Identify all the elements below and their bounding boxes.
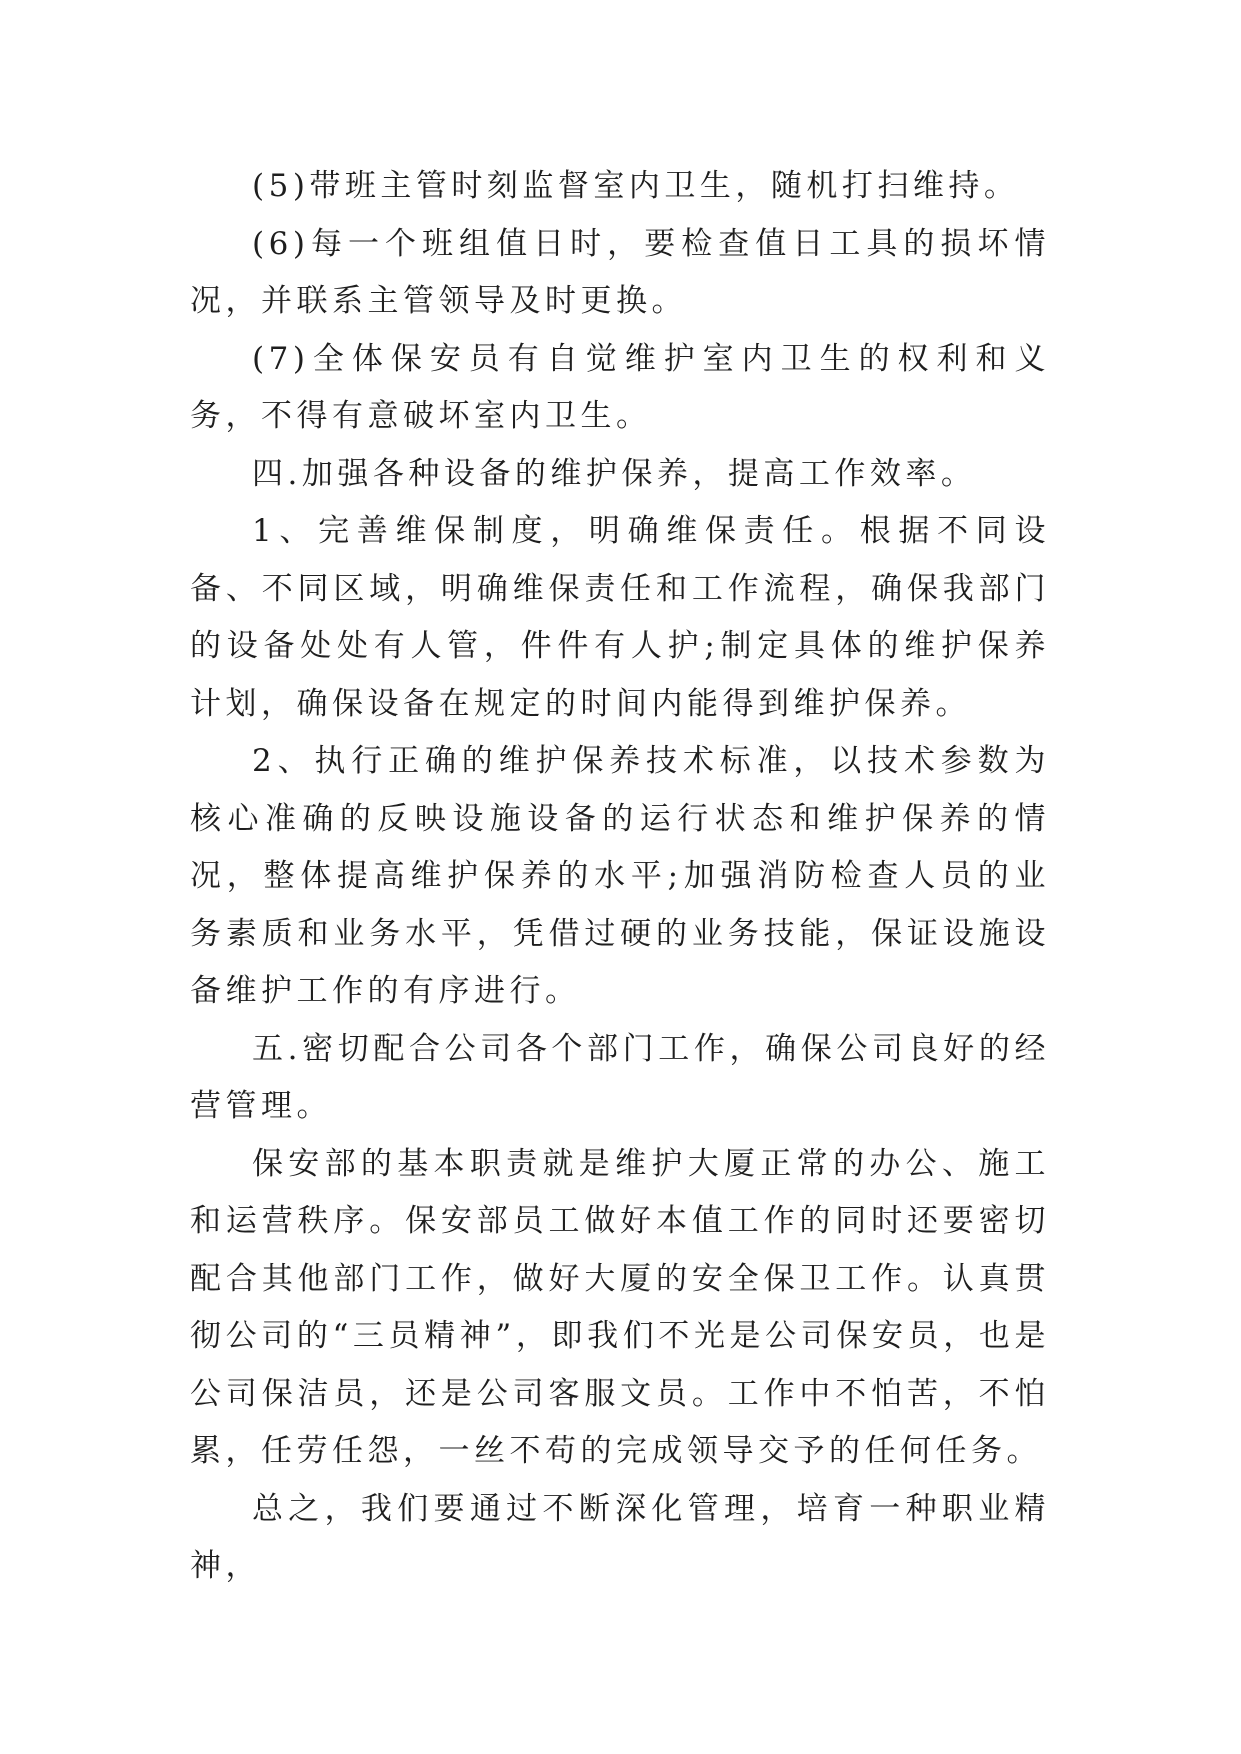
section-heading-4: 四.加强各种设备的维护保养，提高工作效率。	[252, 455, 977, 492]
paragraph-maintenance-1: 1、完善维保制度，明确维保责任。根据不同设备、不同区域，明确维保责任和工作流程，确保我部门的设备处处有人管，件件有人护;制定具体的维护保养计划，确保设备在规定的时间内能得到维护保养。	[190, 513, 1050, 722]
document-body	[190, 158, 1050, 1596]
paragraph-item-5: (5)带班主管时刻监督室内卫生，随机打扫维持。	[252, 168, 1020, 204]
paragraph-item-6: (6)每一个班组值日时，要检查值日工具的损坏情况，并联系主管领导及时更换。	[190, 225, 1050, 319]
section-heading-5: 五.密切配合公司各个部门工作，确保公司良好的经营管理。	[190, 1030, 1050, 1124]
paragraph-maintenance-2: 2、执行正确的维护保养技术标准，以技术参数为核心准确的反映设施设备的运行状态和维护保养的情况，整体提高维护保养的水平;加强消防检查人员的业务素质和业务水平，凭借过硬的业务技能，保证设施设备维护工作的有序进行。	[190, 743, 1050, 1009]
paragraph-item-7: (7)全体保安员有自觉维护室内卫生的权利和义务，不得有意破坏室内卫生。	[190, 340, 1050, 434]
paragraph-security-duties: 保安部的基本职责就是维护大厦正常的办公、施工和运营秩序。保安部员工做好本值工作的同时还要密切配合其他部门工作，做好大厦的安全保卫工作。认真贯彻公司的“三员精神”，即我们不光是公司保安员，也是公司保洁员，还是公司客服文员。工作中不怕苦，不怕累，任劳任怨，一丝不苟的完成领导交予的任何任务。	[190, 1145, 1050, 1469]
paragraph-conclusion: 总之，我们要通过不断深化管理，培育一种职业精神，	[190, 1490, 1050, 1584]
